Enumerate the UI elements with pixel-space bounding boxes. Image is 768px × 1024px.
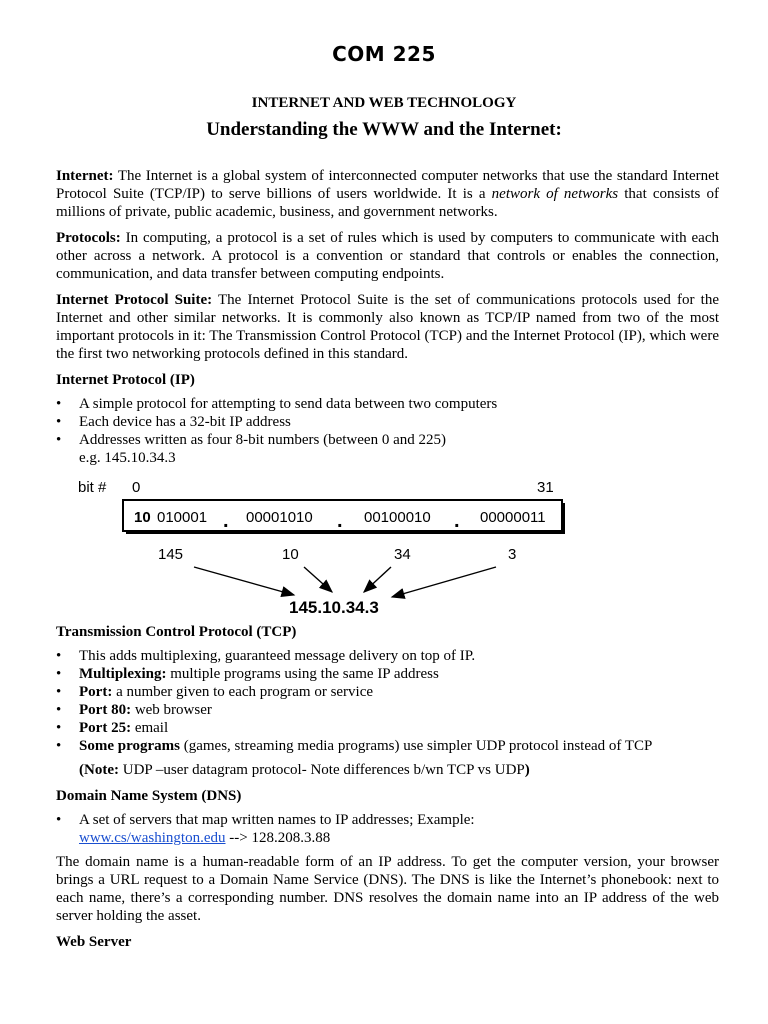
internet-term: Internet: bbox=[56, 168, 114, 184]
dns-bullet-text: A set of servers that map written names to IP addresses; Example: bbox=[79, 812, 475, 828]
dns-bullet-list bbox=[56, 811, 719, 847]
ip-diagram-svg bbox=[56, 473, 719, 619]
port-25-text: email bbox=[131, 720, 169, 736]
bit-label: bit # bbox=[78, 479, 107, 496]
suite-text: The Internet Protocol Suite is the set of communications protocols used for the Internet and other similar networks. It is commonly also known as TCP/IP named from two of the most important protocols in it: The Transmission Control Protocol (TCP) and the Internet Protocol (IP), which were the first two networking protocols defined in this standard. bbox=[56, 292, 719, 362]
suite-term: Internet Protocol Suite: bbox=[56, 292, 213, 308]
document-body bbox=[56, 167, 719, 957]
udp-note bbox=[56, 761, 719, 779]
octet-2: 00001010 bbox=[246, 509, 313, 526]
some-programs-text: (games, streaming media programs) use simpler UDP protocol instead of TCP bbox=[179, 738, 653, 754]
arrow-1 bbox=[194, 567, 294, 595]
list-item bbox=[56, 665, 719, 683]
dns-paragraph: The domain name is a human-readable form of an IP address. To get the computer version, your browser brings a URL request to a Domain Name Service (DNS). The DNS is like the Internet’s phonebook: next to each name, there’s a corresponding number. DNS resolves the domain name into an IP address of the web server holding the asset. bbox=[56, 854, 719, 924]
ip-example: e.g. 145.10.34.3 bbox=[79, 450, 176, 466]
port-term: Port: bbox=[79, 684, 113, 700]
multiplexing-text: multiple programs using the same IP address bbox=[166, 666, 439, 682]
dns-mapping: --> 128.208.3.88 bbox=[225, 830, 331, 846]
octet-4: 00000011 bbox=[480, 509, 546, 526]
list-item bbox=[56, 737, 719, 755]
list-item: • This adds multiplexing, guaranteed message delivery on top of IP. bbox=[56, 647, 719, 665]
multiplexing-term: Multiplexing: bbox=[79, 666, 167, 682]
list-item: • A simple protocol for attempting to send data between two computers bbox=[56, 395, 719, 413]
dns-section-title: Domain Name System (DNS) bbox=[56, 788, 242, 804]
protocols-term: Protocols: bbox=[56, 230, 121, 246]
decimal-4: 3 bbox=[508, 546, 517, 563]
web-server-section-title: Web Server bbox=[56, 934, 132, 950]
example-domain-link[interactable]: www.cs/washington.edu bbox=[79, 830, 226, 846]
list-item bbox=[56, 701, 719, 719]
ip-bullet-list bbox=[56, 395, 719, 467]
octet-3: 00100010 bbox=[364, 509, 431, 526]
port-80-term: Port 80: bbox=[79, 702, 132, 718]
octet-separator: . bbox=[454, 510, 460, 532]
class-prefix: 10 bbox=[134, 509, 151, 526]
resulting-address: 145.10.34.3 bbox=[289, 598, 379, 617]
octet-1: 010001 bbox=[157, 509, 208, 526]
protocols-text: In computing, a protocol is a set of rules which is used by computers to communicate with each other across a network. A protocol is a convention or standard that controls or enables the connection, communication, and data transfer between computing endpoints. bbox=[56, 230, 719, 282]
bit-end: 31 bbox=[537, 479, 554, 496]
internet-text-b: that consists of millions of private, public academic, business, and government networks. bbox=[56, 186, 720, 220]
list-item: • Each device has a 32-bit IP address bbox=[56, 413, 719, 431]
octet-separator: . bbox=[337, 510, 343, 532]
list-item bbox=[56, 719, 719, 737]
port-80-text: web browser bbox=[131, 702, 212, 718]
ip-section-title: Internet Protocol (IP) bbox=[56, 372, 195, 388]
page-title: Understanding the WWW and the Internet: bbox=[206, 119, 562, 140]
octet-separator: . bbox=[223, 510, 229, 532]
course-code: COM 225 bbox=[332, 42, 436, 66]
arrow-2 bbox=[304, 567, 332, 592]
some-programs-term: Some programs bbox=[79, 738, 180, 754]
note-text: UDP –user datagram protocol- Note differences b/wn TCP vs UDP bbox=[118, 762, 525, 778]
tcp-bullet-list bbox=[56, 647, 719, 755]
port-25-term: Port 25: bbox=[79, 720, 132, 736]
protocols-paragraph bbox=[56, 229, 719, 283]
decimal-1: 145 bbox=[158, 546, 184, 563]
internet-text-a: The Internet is a global system of interconnected computer networks that use the standard Internet Protocol Suite (TCP/IP) to serve billions of users worldwide. It is a bbox=[56, 168, 719, 202]
list-item bbox=[56, 431, 719, 467]
ip-address-diagram bbox=[56, 473, 719, 619]
decimal-3: 34 bbox=[394, 546, 411, 563]
arrow-4 bbox=[392, 567, 496, 597]
note-close: ) bbox=[524, 762, 530, 778]
tcp-section-title: Transmission Control Protocol (TCP) bbox=[56, 624, 297, 640]
subject-title: INTERNET AND WEB TECHNOLOGY bbox=[251, 95, 517, 111]
list-item bbox=[56, 811, 719, 847]
ip-bullet-text: Addresses written as four 8-bit numbers (between 0 and 225) bbox=[79, 432, 446, 448]
internet-emphasis: network of networks bbox=[491, 186, 619, 202]
port-text: a number given to each program or service bbox=[112, 684, 374, 700]
decimal-2: 10 bbox=[282, 546, 299, 563]
list-item bbox=[56, 683, 719, 701]
suite-paragraph bbox=[56, 291, 719, 363]
note-label: (Note: bbox=[79, 762, 119, 778]
bit-start: 0 bbox=[132, 479, 141, 496]
internet-paragraph bbox=[56, 167, 719, 221]
arrow-3 bbox=[364, 567, 391, 592]
